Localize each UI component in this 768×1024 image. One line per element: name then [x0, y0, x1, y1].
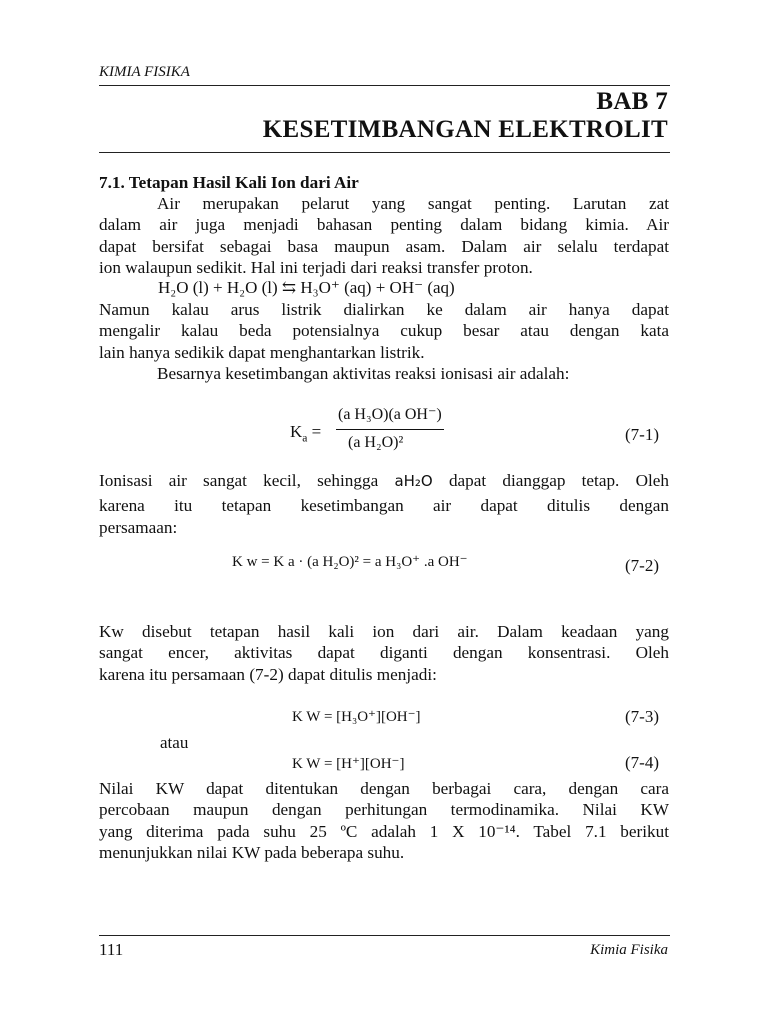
activity-symbol: aH₂O	[394, 472, 433, 490]
text-line: dapat bersifat sebagai basa maupun asam. Dalam air selalu terdapat	[99, 236, 669, 256]
text-line: Nilai KW dapat ditentukan dengan berbagai cara, dengan cara	[99, 779, 669, 798]
footer-rule	[99, 935, 670, 936]
section-heading: 7.1. Tetapan Hasil Kali Ion dari Air	[99, 173, 359, 192]
text-line: Kw disebut tetapan hasil kali ion dari air. Dalam keadaan yang	[99, 622, 669, 641]
equation-number: (7-2)	[625, 556, 659, 575]
text-line: percobaan maupun dengan perhitungan termodinamika. Nilai KW	[99, 800, 669, 820]
eq1-denominator: (a H₂O)²	[348, 434, 404, 451]
equation-7-4: K W = [H⁺][OH⁻]	[292, 756, 405, 772]
text-line: karena itu persamaan (7-2) dapat ditulis menjadi:	[99, 664, 437, 684]
footer-book-title: Kimia Fisika	[590, 942, 668, 958]
text-line: sangat encer, aktivitas dapat diganti dengan konsentrasi. Oleh	[99, 643, 669, 663]
paragraph-3: Besarnya kesetimbangan aktivitas reaksi ionisasi air adalah:	[157, 364, 570, 383]
text-line: Ionisasi air sangat kecil, sehingga aH₂O dapat dianggap tetap. Oleh	[99, 471, 669, 490]
text-line: lain hanya sedikik dapat menghantarkan listrik.	[99, 342, 425, 362]
text-line: Namun kalau arus listrik dialirkan ke dalam air hanya dapat	[99, 300, 669, 319]
atau-text: atau	[160, 733, 189, 752]
eq1-numerator: (a H₃O)(a OH⁻)	[338, 406, 442, 423]
paragraph-4	[99, 470, 669, 538]
text-line: karena itu tetapan kesetimbangan air dapat ditulis dengan	[99, 496, 669, 516]
equation-number: (7-4)	[625, 753, 659, 772]
text-line: dalam air juga menjadi bahasan penting dalam bidang kimia. Air	[99, 215, 669, 235]
paragraph-5	[99, 621, 669, 685]
equation-7-3: K W = [H₃O⁺][OH⁻]	[292, 709, 421, 725]
chapter-title: KESETIMBANGAN ELEKTROLIT	[262, 116, 668, 143]
equation-7-1	[290, 404, 450, 464]
equation-number: (7-3)	[625, 707, 659, 726]
eq1-lhs: $K_a$ =	[290, 422, 322, 445]
equation-number: (7-1)	[625, 425, 659, 444]
paragraph-2	[99, 299, 669, 363]
ionization-reaction: H₂O (l) + H₂O (l) ⇆ H₃O⁺ (aq) + OH⁻ (aq)	[158, 278, 455, 297]
text-line: mengalir kalau beda potensialnya cukup besar atau dengan kata	[99, 321, 669, 341]
text-line: menunjukkan nilai KW pada beberapa suhu.	[99, 842, 405, 862]
paragraph-6	[99, 778, 669, 863]
text-line: yang diterima pada suhu 25 ºC adalah 1 X 10⁻¹⁴. Tabel 7.1 berikut	[99, 821, 669, 841]
chapter-rule	[99, 152, 670, 153]
header-rule	[99, 85, 670, 86]
text-line: ion walaupun sedikit. Hal ini terjadi dari reaksi transfer proton.	[99, 257, 533, 277]
text-line: persamaan:	[99, 517, 178, 537]
paragraph-1	[99, 193, 669, 278]
equation-7-2: K w = K a · (a H₂O)² = a H₃O⁺ .a OH⁻	[232, 554, 468, 570]
text-line: Air merupakan pelarut yang sangat penting. Larutan zat	[157, 194, 669, 213]
chapter-number: BAB 7	[596, 88, 668, 115]
fraction-bar	[336, 429, 444, 430]
running-header: KIMIA FISIKA	[99, 64, 190, 80]
page-number: 111	[99, 940, 124, 959]
